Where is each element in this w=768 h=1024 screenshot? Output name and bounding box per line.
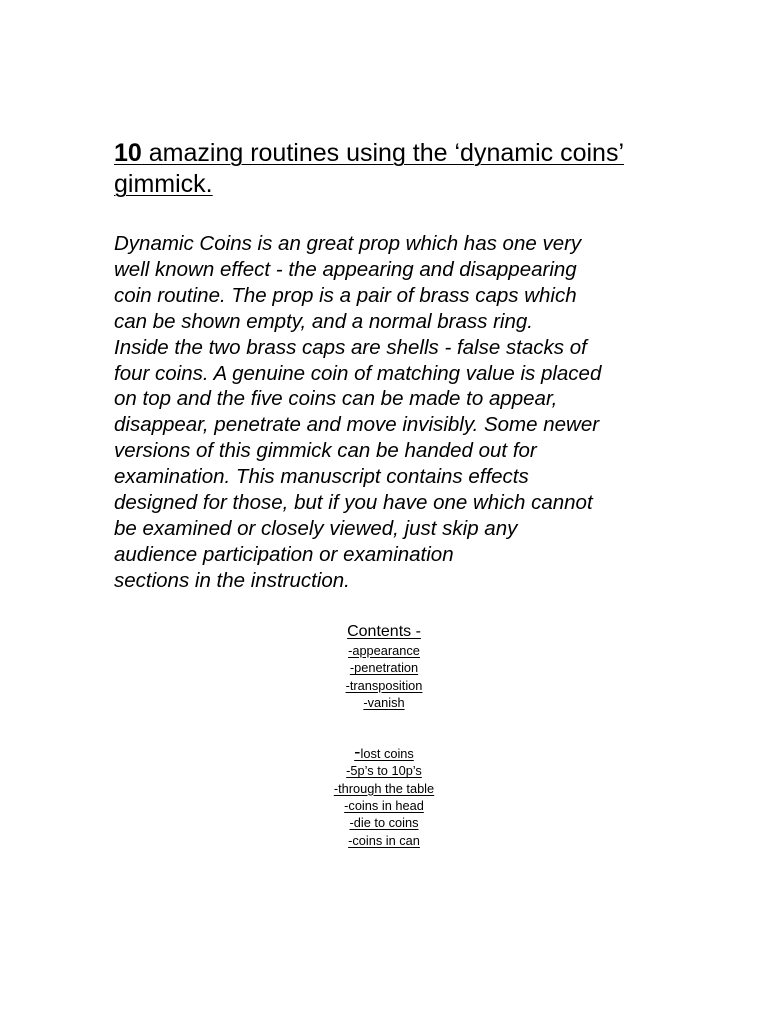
contents-link-coins-in-can[interactable]: -coins in can	[348, 832, 420, 848]
contents-link-through-the-table[interactable]: -through the table	[333, 780, 435, 796]
intro-line: on top and the five coins can be made to appear,	[114, 387, 558, 411]
contents-link-transposition[interactable]: -transposition	[345, 677, 423, 693]
contents-link-5p-to-10p[interactable]: -5p’s to 10p’s	[346, 763, 422, 779]
intro-line: well known effect - the appearing and disappearing	[114, 257, 577, 281]
contents-link-appearance[interactable]: -appearance	[348, 643, 420, 658]
intro-line: versions of this gimmick can be handed out for	[114, 439, 537, 463]
intro-line: be examined or closely viewed, just skip any	[114, 516, 518, 540]
intro-line: four coins. A genuine coin of matching value is placed	[114, 361, 602, 385]
intro-line: coin routine. The prop is a pair of brass caps which	[114, 283, 577, 307]
intro-line: Dynamic Coins is an great prop which has one very	[114, 232, 582, 255]
contents-heading: Contents -	[347, 623, 421, 640]
intro-line: sections in the instruction.	[114, 568, 350, 592]
title-number: 10	[114, 139, 142, 167]
title-text: amazing routines using the ‘dynamic coins’ gimmick.	[114, 139, 625, 198]
lost-coins-dash: -	[354, 742, 361, 764]
lost-coins-text: lost coins	[360, 746, 414, 762]
intro-line: can be shown empty, and a normal brass ring.	[114, 309, 533, 333]
contents-link-lost-coins[interactable]	[284, 744, 484, 762]
contents-link-vanish[interactable]: -vanish	[363, 694, 405, 710]
contents-link-coins-in-head[interactable]: -coins in head	[344, 798, 424, 814]
intro-line: audience participation or examination	[114, 542, 454, 566]
intro-line: examination. This manuscript contains effects	[114, 465, 529, 489]
page-title	[114, 138, 634, 200]
intro-line: Inside the two brass caps are shells - false stacks of	[114, 335, 587, 359]
contents-list	[284, 622, 484, 849]
intro-line: designed for those, but if you have one which cannot	[114, 491, 593, 515]
contents-link-penetration[interactable]: -penetration	[349, 660, 419, 676]
intro-line: disappear, penetrate and move invisibly. Some newer	[114, 413, 600, 437]
intro-paragraph	[114, 231, 674, 594]
contents-spacer	[284, 711, 484, 744]
contents-link-die-to-coins[interactable]: -die to coins	[349, 815, 419, 831]
